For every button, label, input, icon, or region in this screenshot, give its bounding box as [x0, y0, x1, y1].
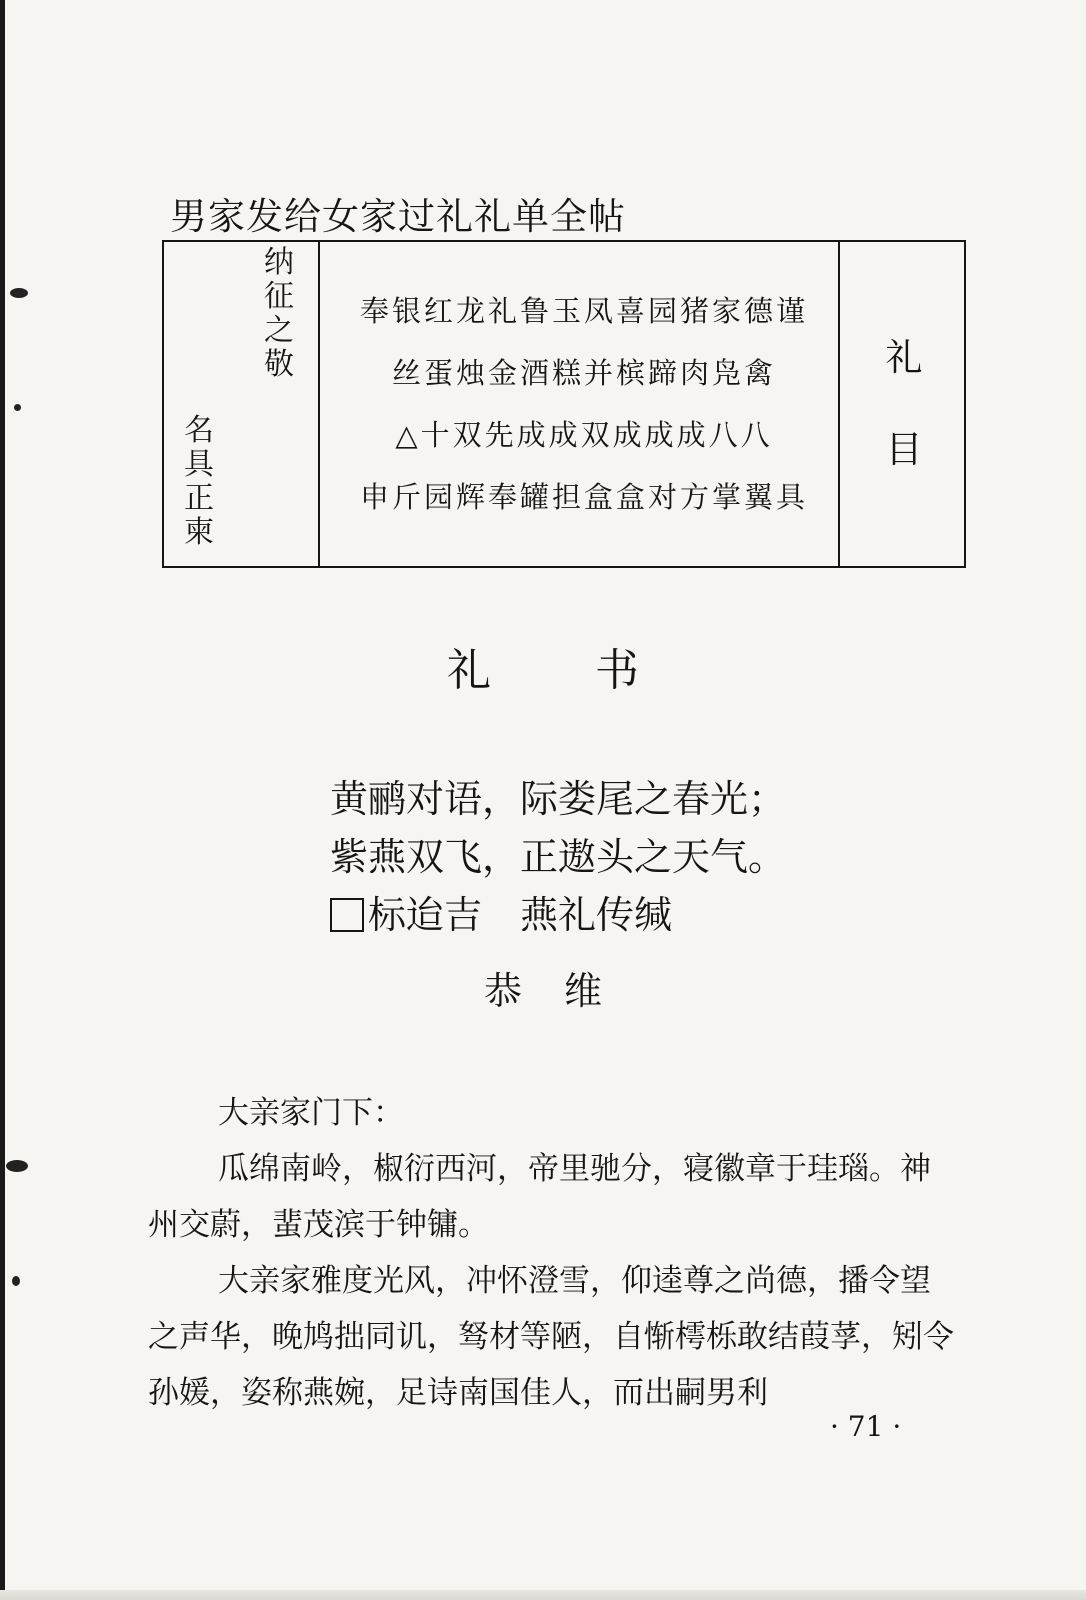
char: 维 [564, 969, 603, 1013]
page-number: · 71 · [830, 1410, 902, 1443]
page-bottom-edge [0, 1590, 1086, 1600]
ink-speck [6, 1160, 28, 1172]
book-spine-edge [0, 0, 5, 1600]
char: 书 [595, 645, 639, 696]
gift-row: △十双先成成双成成成八八 [395, 418, 773, 452]
ink-speck [12, 1276, 20, 1286]
char: 柬 [184, 515, 214, 550]
paragraph-text: 大亲家雅度光风，冲怀澄雪，仰逵尊之尚德，播令望之声华，晚鸠拙同讥，驽材等陋，自惭樗栎敢结葭莩，矧令孙媛，姿称燕婉，足诗南国佳人，而出嗣男利 [148, 1263, 954, 1411]
gift-row: 丝蛋烛金酒糕并槟蹄肉凫禽 [391, 356, 776, 390]
char: 之 [264, 313, 294, 348]
char: 恭 [484, 969, 523, 1013]
char: 正 [184, 481, 214, 516]
ink-speck [10, 288, 28, 298]
char: 敬 [264, 347, 294, 382]
table-title-limu [840, 242, 968, 566]
blank-box [330, 898, 364, 932]
gift-items [330, 280, 838, 528]
li-shu-title [0, 634, 1086, 698]
paragraph [148, 1253, 958, 1421]
paragraph [148, 1141, 958, 1253]
ink-speck [14, 404, 21, 411]
salutation: 大亲家门下： [218, 1095, 404, 1131]
char: 具 [184, 447, 214, 482]
table-divider [318, 242, 320, 566]
gift-row: 申斤园辉奉罐担盒盒对方掌翼具 [359, 480, 808, 514]
couplet-line-text: 标迨吉 燕礼传缄 [368, 893, 673, 937]
couplet [330, 770, 786, 944]
char: 礼 [885, 336, 923, 379]
vertical-text-mingju [184, 414, 214, 550]
char: 名 [184, 413, 214, 448]
char: 征 [264, 279, 294, 314]
char: 礼 [447, 645, 491, 696]
gift-row: 奉银红龙礼鲁玉凤喜园猪家德谨 [359, 294, 808, 328]
section-heading: 男家发给女家过礼礼单全帖 [170, 195, 626, 238]
vertical-text-nazheng [264, 246, 294, 382]
gong-wei [484, 960, 644, 1015]
char: 目 [885, 428, 923, 471]
paragraph-text: 瓜绵南岭，椒衍西河，帝里驰分，寝徽章于珪瑙。神州交蔚，蜚茂滨于钟镛。 [148, 1151, 931, 1243]
couplet-line-3 [330, 886, 786, 944]
char: 纳 [264, 245, 294, 280]
couplet-line: 黄鹂对语，际娄尾之春光； [330, 777, 787, 821]
couplet-line: 紫燕双飞，正遨头之天气。 [330, 835, 787, 879]
gift-list-table [162, 240, 966, 568]
